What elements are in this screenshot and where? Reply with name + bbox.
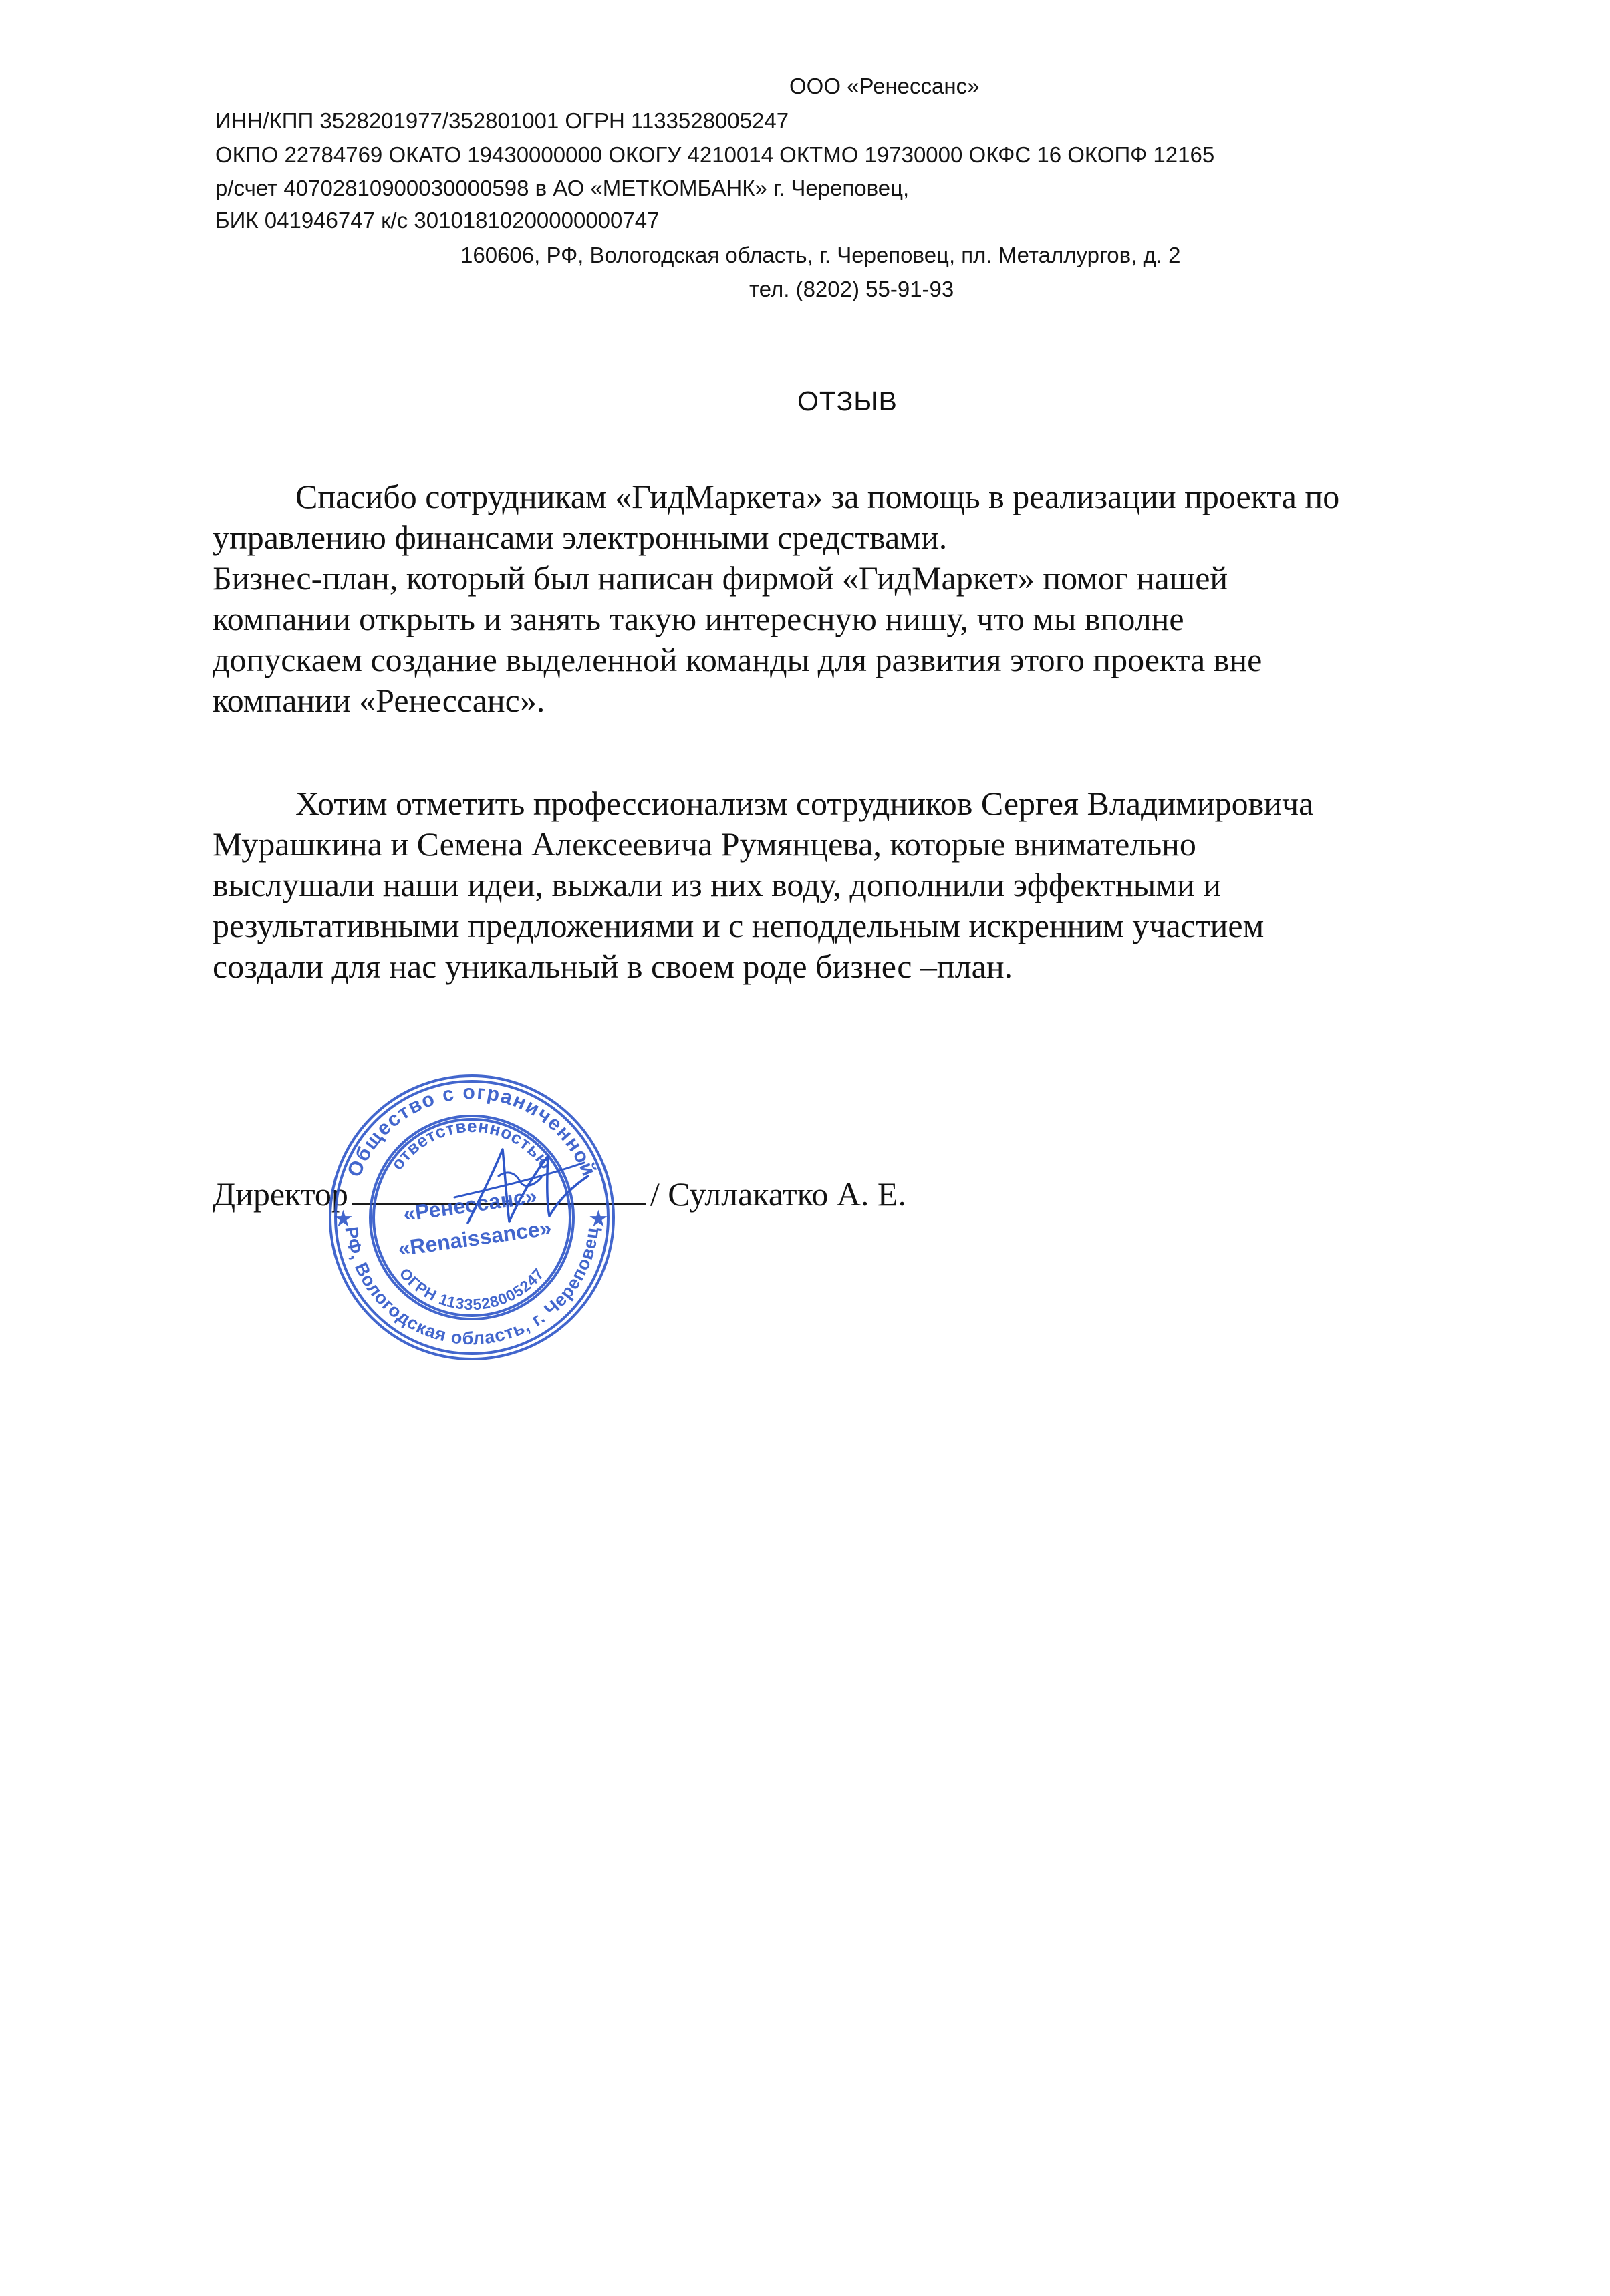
header-phone: тел. (8202) 55-91-93 [749, 277, 954, 301]
paragraph-line: компании открыть и занять такую интересную нишу, что мы вполне [213, 600, 1184, 637]
svg-text:Общество с ограниченной: Общество с ограниченной [343, 1081, 601, 1181]
paragraph-line: создали для нас уникальный в своем роде бизнес –план. [213, 948, 1013, 985]
header-requisites-line-2: ОКПО 22784769 ОКАТО 19430000000 ОКОГУ 4210014 ОКТМО 19730000 ОКФС 16 ОКОПФ 12165 [215, 142, 1215, 167]
header-company-name: ООО «Ренессанс» [789, 74, 980, 98]
paragraph-line: управлению финансами электронными средствами. [213, 519, 948, 556]
paragraph-thanks [213, 476, 1536, 721]
svg-text:ответственностью: ответственностью [386, 1115, 557, 1174]
paragraph-line: Мурашкина и Семена Алексеевича Румянцева, которые внимательно [213, 825, 1196, 863]
signer-role: Директор [213, 1175, 348, 1213]
paragraph-line: компании «Ренессанс». [213, 682, 545, 719]
header-requisites-line-3: р/счет 40702810900030000598 в АО «МЕТКОМБАНК» г. Череповец, [215, 176, 910, 200]
svg-text:★: ★ [334, 1208, 352, 1230]
svg-text:ОГРН 1133528005247: ОГРН 1133528005247 [396, 1264, 548, 1314]
document-title: ОТЗЫВ [797, 386, 898, 416]
paragraph-professionalism [213, 783, 1536, 987]
svg-text:«Ренессанс»: «Ренессанс» [402, 1183, 539, 1227]
signer-name: / Суллакатко А. Е. [650, 1175, 906, 1213]
paragraph-line: результативными предложениями и с неподдельным искренним участием [213, 907, 1264, 944]
svg-text:★: ★ [589, 1208, 608, 1230]
paragraph-line: Бизнес-план, который был написан фирмой «ГидМаркет» помог нашей [213, 559, 1228, 597]
header-address: 160606, РФ, Вологодская область, г. Череповец, пл. Металлургов, д. 2 [460, 243, 1181, 267]
handwritten-signature-icon [441, 1136, 595, 1236]
paragraph-line: Спасибо сотрудникам «ГидМаркета» за помощь в реализации проекта по [295, 478, 1340, 515]
paragraph-line: Хотим отметить профессионализм сотрудников Сергея Владимировича [295, 784, 1314, 822]
header-requisites-line-4: БИК 041946747 к/с 30101810200000000747 [215, 208, 660, 233]
svg-text:«Renaissance»: «Renaissance» [396, 1215, 553, 1261]
svg-text:РФ, Вологодская область, г. Че: РФ, Вологодская область, г. Череповец [341, 1225, 603, 1349]
paragraph-line: выслушали наши идеи, выжали из них воду, дополнили эффектными и [213, 866, 1221, 903]
header-requisites-line-1: ИНН/КПП 3528201977/352801001 ОГРН 1133528005247 [215, 108, 789, 133]
paragraph-line: допускаем создание выделенной команды для развития этого проекта вне [213, 641, 1262, 678]
